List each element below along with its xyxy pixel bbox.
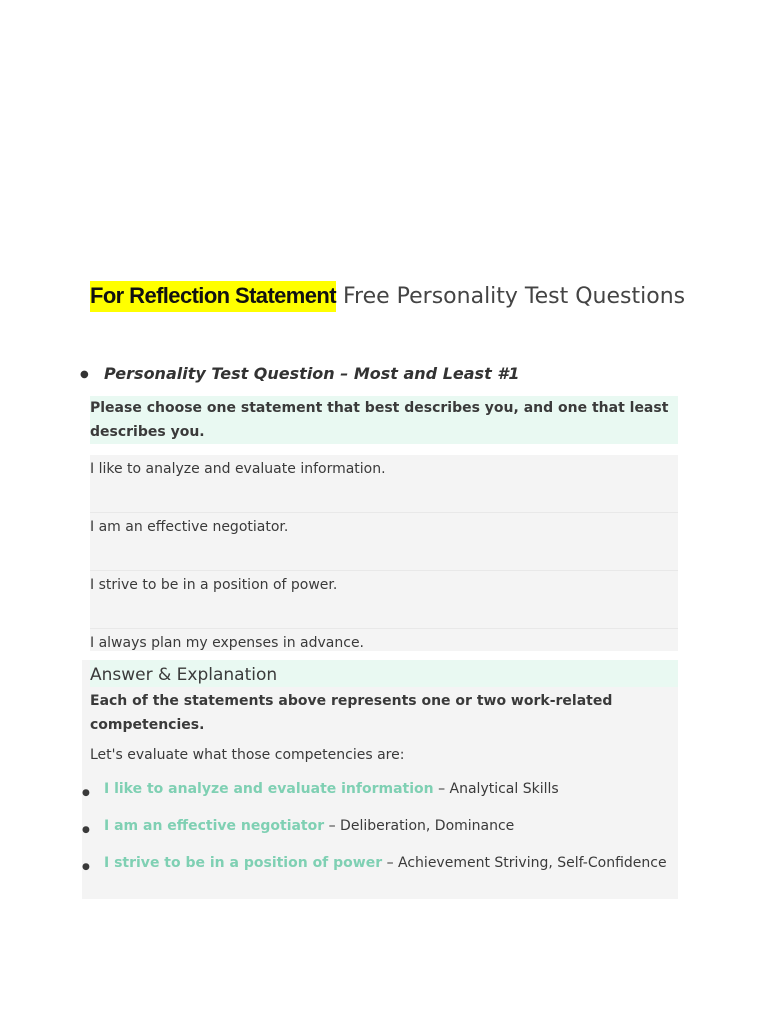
bullet-icon: ● <box>82 788 90 798</box>
competency-statement: I strive to be in a position of power <box>104 855 383 871</box>
list-item <box>82 818 678 834</box>
question-heading-text: Personality Test Question – Most and Least #1 <box>104 364 520 383</box>
bullet-icon: ● <box>82 862 90 872</box>
title-rest: Free Personality Test Questions <box>335 284 686 309</box>
list-item <box>82 781 678 797</box>
answer-title[interactable]: Answer & Explanation <box>90 660 678 687</box>
highlighted-title: For Reflection Statement <box>90 281 336 312</box>
statement-option[interactable]: I like to analyze and evaluate information. <box>90 455 678 513</box>
competency-name: – Deliberation, Dominance <box>324 818 515 834</box>
answer-lead: Let's evaluate what those competencies are: <box>90 747 405 763</box>
question-heading <box>80 364 680 383</box>
question-prompt: Please choose one statement that best describes you, and one that least describes you. <box>90 396 678 444</box>
list-item <box>82 855 678 871</box>
competency-statement: I like to analyze and evaluate information <box>104 781 434 797</box>
page-title <box>90 280 690 313</box>
competency-name: – Analytical Skills <box>433 781 559 797</box>
competency-name: – Achievement Striving, Self-Confidence <box>382 855 667 871</box>
bullet-icon: ● <box>80 369 89 380</box>
statement-option[interactable]: I always plan my expenses in advance. <box>90 635 365 651</box>
statement-list <box>90 455 678 651</box>
competency-list <box>82 781 678 871</box>
answer-section <box>82 660 678 899</box>
statement-option[interactable]: I am an effective negotiator. <box>90 513 678 571</box>
competency-statement: I am an effective negotiator <box>104 818 325 834</box>
statement-option[interactable]: I strive to be in a position of power. <box>90 571 678 629</box>
bullet-icon: ● <box>82 825 90 835</box>
answer-intro: Each of the statements above represents one or two work-related competencies. <box>90 693 613 733</box>
